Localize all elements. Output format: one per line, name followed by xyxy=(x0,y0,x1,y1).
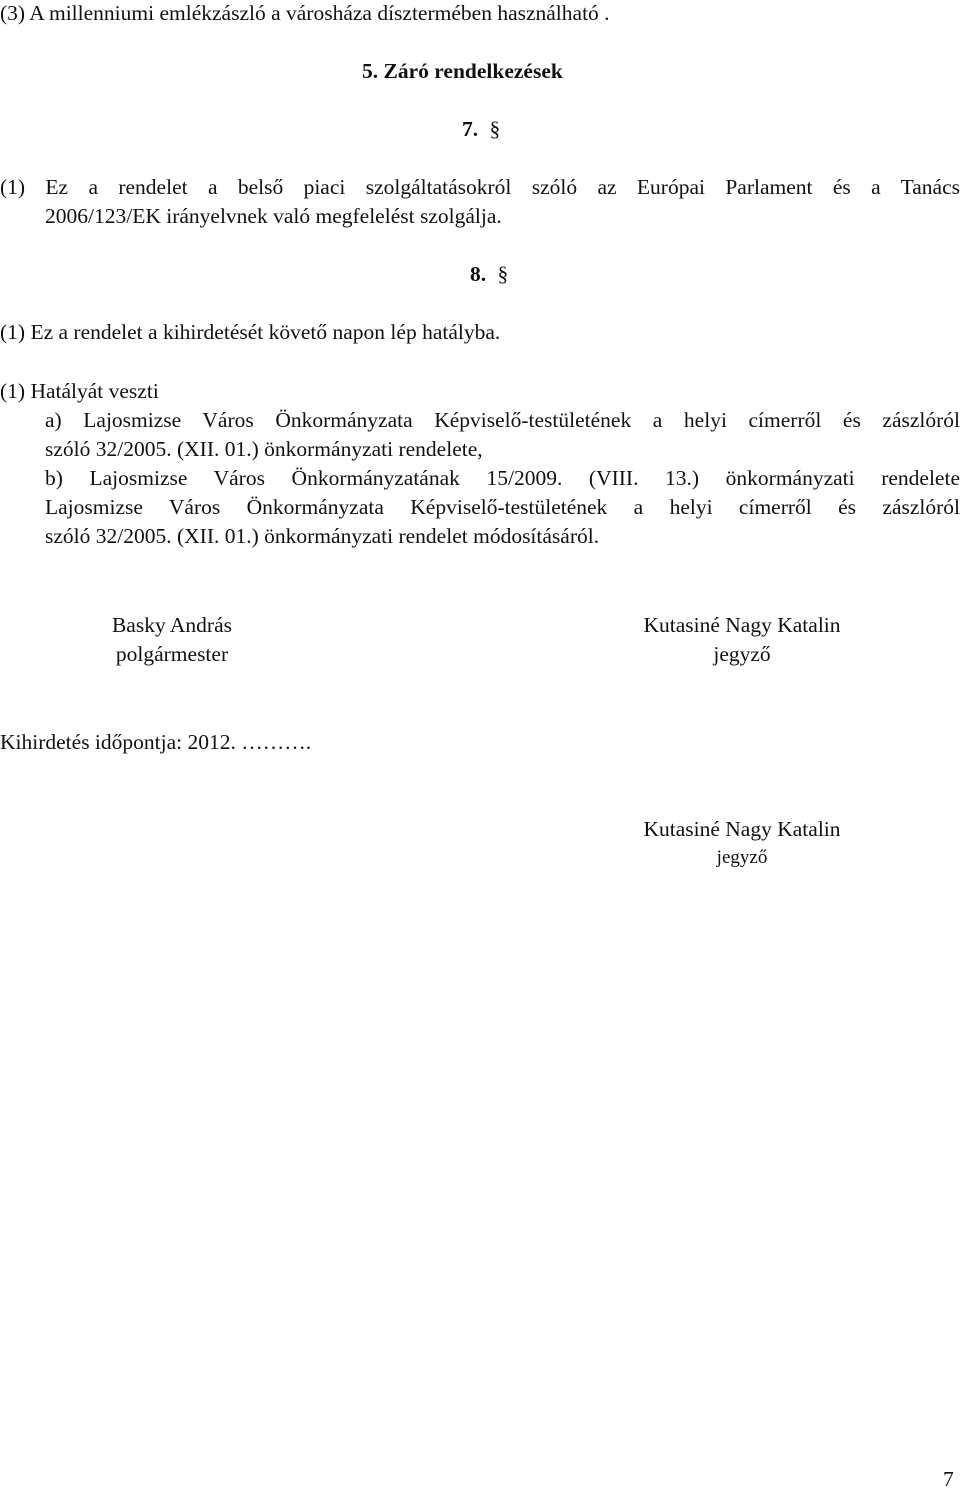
paragraph-3: (3) A millenniumi emlékzászló a városháza dísztermében használható . xyxy=(0,1,610,25)
sec8-paragraph: (1) Ez a rendelet a kihirdetését követő napon lép hatályba. xyxy=(0,320,501,344)
notary-title: jegyző xyxy=(713,642,771,666)
sec7-paragraph-line2: 2006/123/EK irányelvnek való megfelelést szolgálja. xyxy=(45,204,502,228)
section-sign: § xyxy=(497,262,509,286)
repeal-item-a-line2: szóló 32/2005. (XII. 01.) önkormányzati rendelete, xyxy=(45,437,483,461)
page-number: 7 xyxy=(943,1467,954,1491)
section-number: 7. xyxy=(462,117,479,141)
sec7-paragraph-line1: (1) Ez a rendelet a belső piaci szolgáltatásokról szóló az Európai Parlament és a Tanács xyxy=(0,175,960,199)
repeal-item-b-line3: szóló 32/2005. (XII. 01.) önkormányzati rendelet módosításáról. xyxy=(45,524,600,548)
chapter-heading: 5. Záró rendelkezések xyxy=(362,59,563,83)
mayor-title: polgármester xyxy=(115,642,229,666)
repeal-intro: (1) Hatályát veszti xyxy=(0,379,159,403)
section-8-heading xyxy=(470,264,508,286)
repeal-item-a-line1: a) Lajosmizse Város Önkormányzata Képviselő-testületének a helyi címerről és zászlóról xyxy=(45,408,960,432)
section-number: 8. xyxy=(470,262,487,286)
notary-name: Kutasiné Nagy Katalin xyxy=(643,613,841,637)
announcement-date: Kihirdetés időpontja: 2012. ………. xyxy=(0,730,312,754)
repeal-item-b-line1: b) Lajosmizse Város Önkormányzatának 15/2009. (VIII. 13.) önkormányzati rendelete xyxy=(45,466,960,490)
repeal-item-b-line2: Lajosmizse Város Önkormányzata Képviselő-testületének a helyi címerről és zászlóról xyxy=(45,495,960,519)
announcement-notary-name: Kutasiné Nagy Katalin xyxy=(643,817,841,841)
section-7-heading xyxy=(462,119,500,141)
mayor-name: Basky András xyxy=(111,613,233,637)
section-sign: § xyxy=(489,117,501,141)
announcement-notary-title: jegyző xyxy=(716,847,768,868)
